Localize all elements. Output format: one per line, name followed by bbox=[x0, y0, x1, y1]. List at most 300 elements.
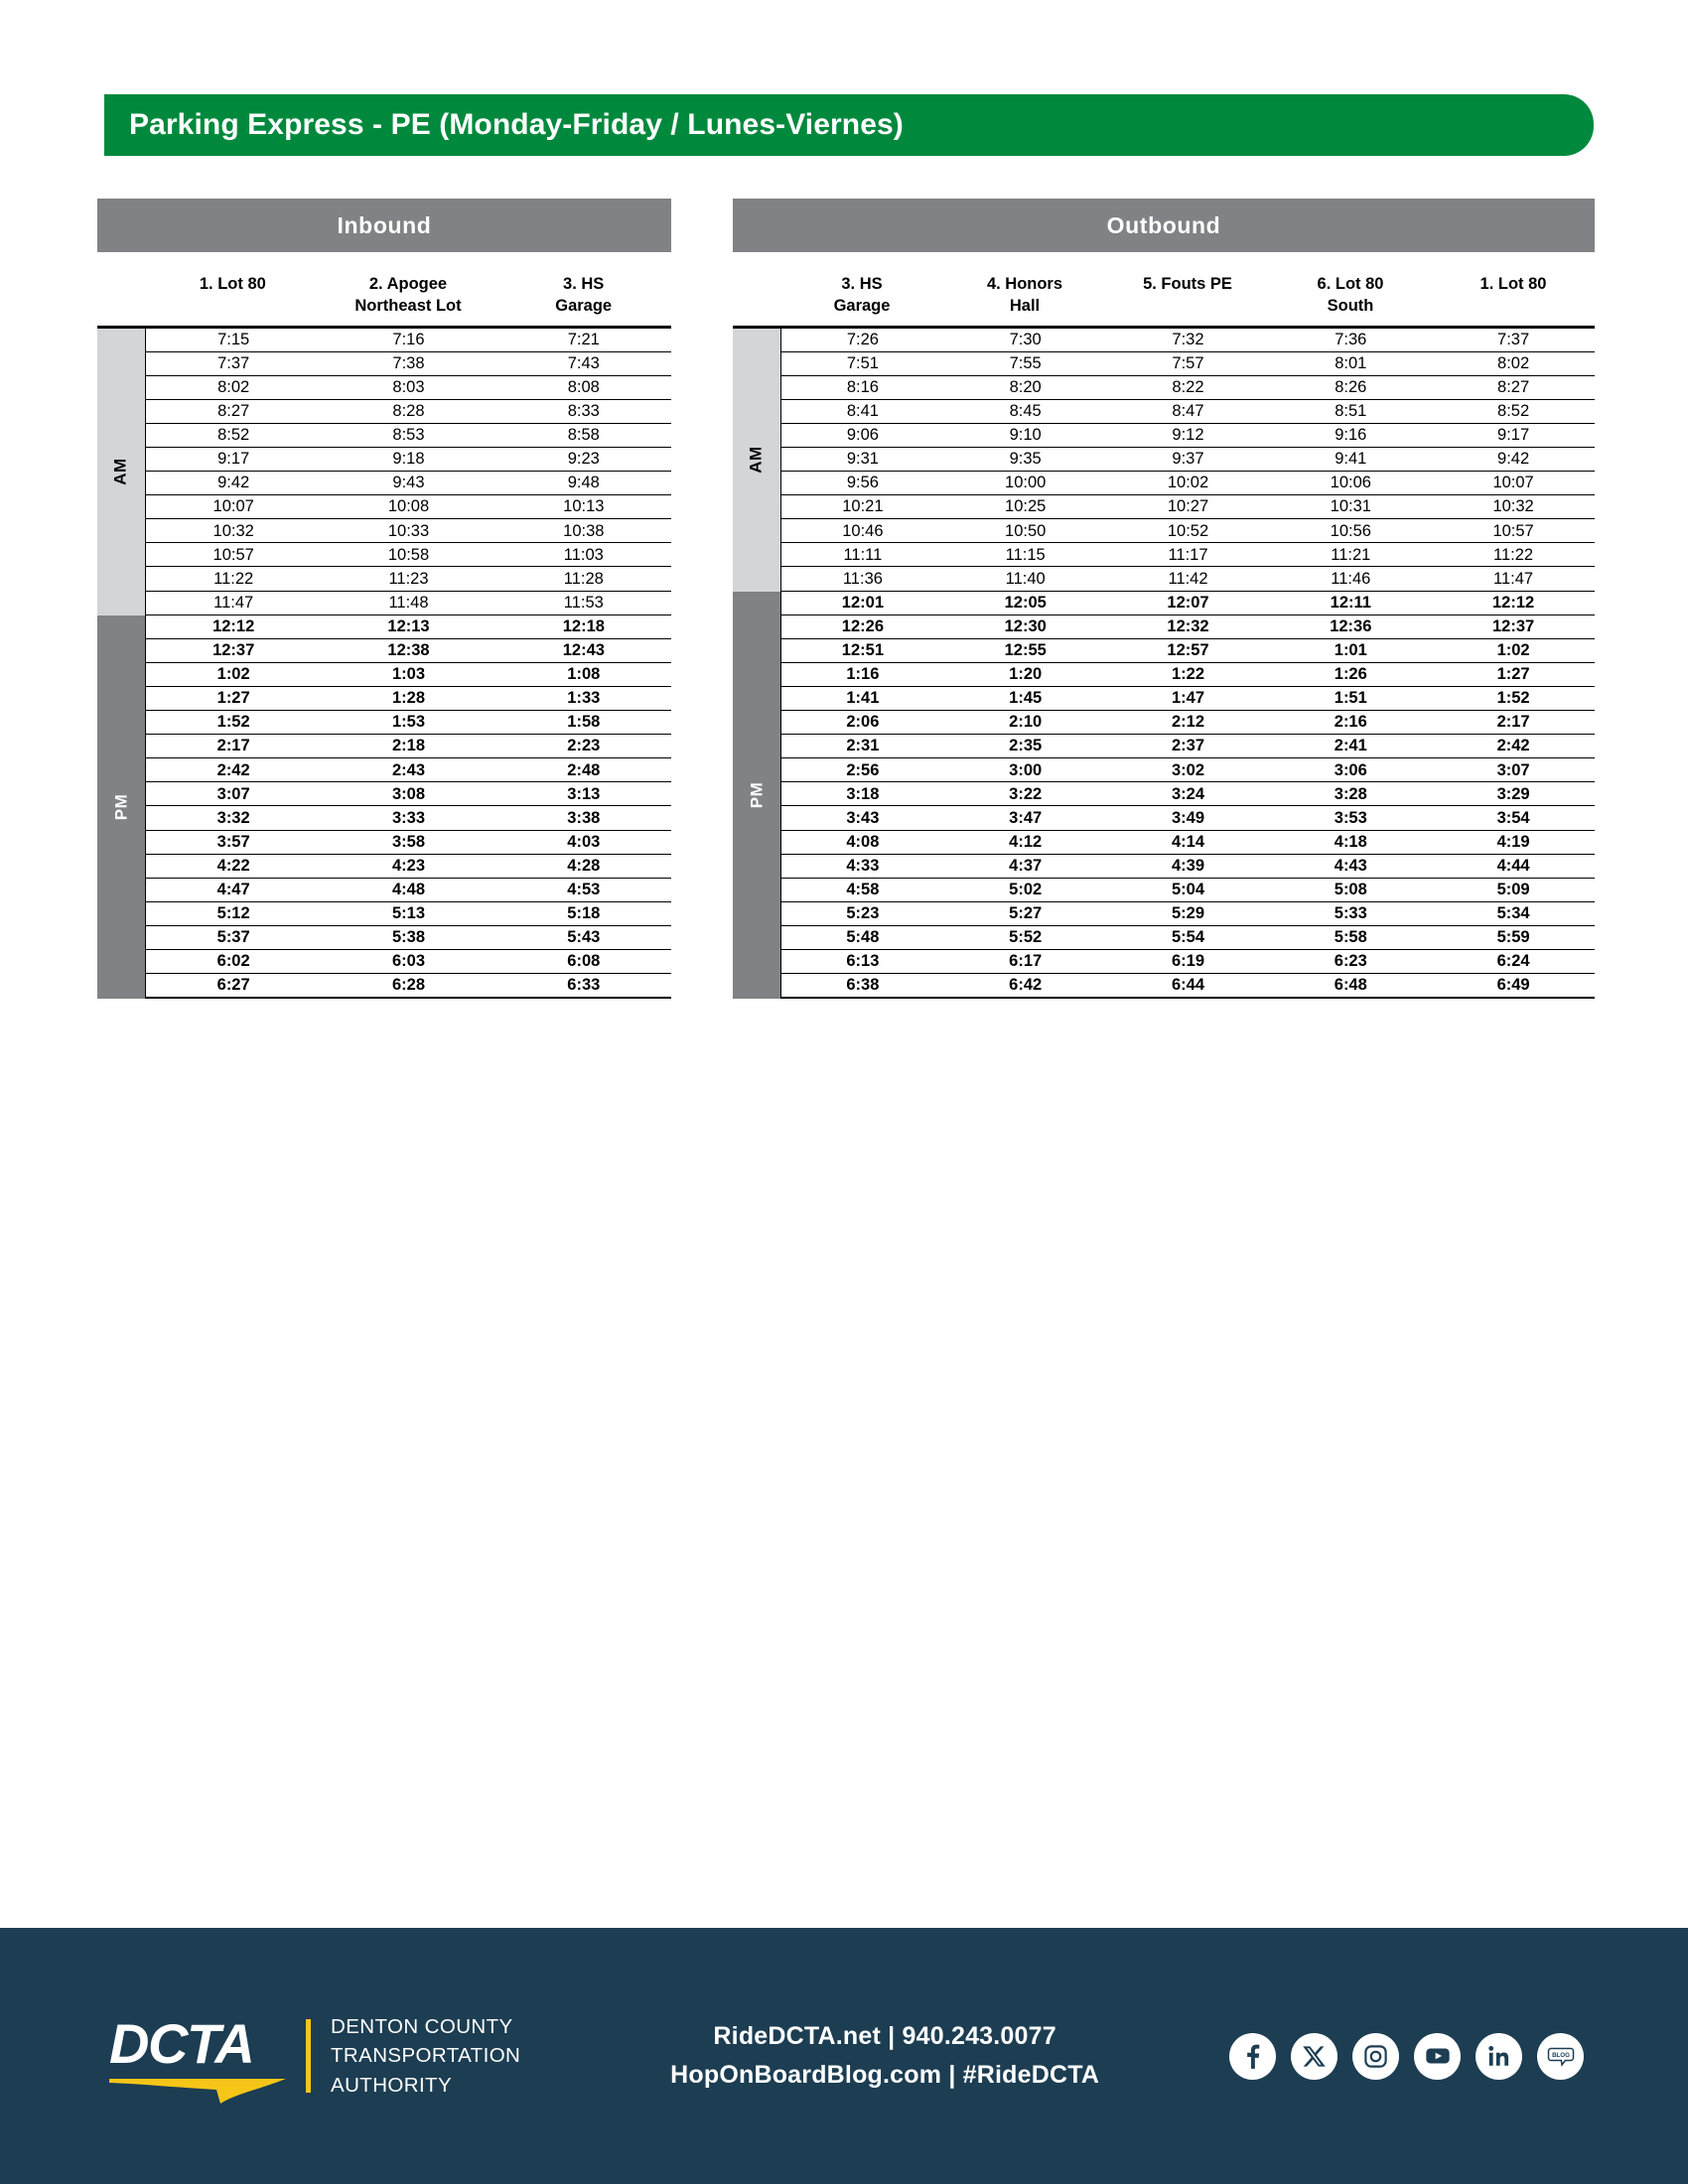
time-cell: 3:32 bbox=[216, 808, 250, 827]
time-cell: 1:27 bbox=[1496, 665, 1530, 684]
time-cell: 2:17 bbox=[216, 737, 250, 755]
table-row bbox=[781, 472, 1595, 495]
time-cell: 4:08 bbox=[846, 832, 880, 851]
time-cell: 10:31 bbox=[1330, 497, 1371, 516]
time-cell: 3:28 bbox=[1334, 784, 1367, 803]
outbound-header-gutter bbox=[733, 274, 780, 318]
time-cell: 5:29 bbox=[1171, 904, 1204, 923]
time-cell: 11:28 bbox=[563, 569, 604, 588]
table-row bbox=[146, 639, 671, 663]
time-cell: 8:16 bbox=[846, 378, 879, 397]
time-cell: 12:18 bbox=[562, 616, 605, 635]
time-cell: 8:20 bbox=[1009, 378, 1042, 397]
time-cell: 7:37 bbox=[1497, 330, 1530, 348]
time-cell: 8:28 bbox=[392, 402, 425, 421]
outbound-grid bbox=[733, 326, 1595, 1000]
time-cell: 9:48 bbox=[567, 474, 600, 492]
outbound-period-gutter bbox=[733, 329, 780, 1000]
time-cell: 5:48 bbox=[846, 928, 880, 947]
time-cell: 1:08 bbox=[567, 665, 601, 684]
table-row bbox=[781, 567, 1595, 591]
inbound-am-gutter bbox=[97, 329, 145, 615]
time-cell: 8:27 bbox=[217, 402, 250, 421]
dcta-logo-mark bbox=[109, 2010, 290, 2102]
time-cell: 8:52 bbox=[217, 426, 250, 445]
time-cell: 4:53 bbox=[567, 880, 601, 898]
time-cell: 5:38 bbox=[391, 928, 425, 947]
dcta-logo-wordmark: DCTA bbox=[109, 2012, 254, 2075]
time-cell: 7:55 bbox=[1009, 353, 1042, 372]
time-cell: 10:32 bbox=[1492, 497, 1534, 516]
time-cell: 6:49 bbox=[1496, 976, 1530, 995]
time-cell: 8:47 bbox=[1172, 402, 1204, 421]
table-row bbox=[781, 879, 1595, 902]
time-cell: 11:23 bbox=[388, 569, 429, 588]
time-cell: 5:33 bbox=[1334, 904, 1367, 923]
time-cell: 7:43 bbox=[567, 353, 600, 372]
time-cell: 7:21 bbox=[567, 330, 600, 348]
time-cell: 5:52 bbox=[1009, 928, 1043, 947]
time-cell: 3:07 bbox=[1496, 760, 1530, 779]
time-cell: 3:24 bbox=[1171, 784, 1204, 803]
time-cell: 6:28 bbox=[391, 976, 425, 995]
time-cell: 4:47 bbox=[216, 880, 250, 898]
time-cell: 11:47 bbox=[213, 593, 254, 612]
time-cell: 7:16 bbox=[392, 330, 425, 348]
time-cell: 5:59 bbox=[1496, 928, 1530, 947]
table-row bbox=[781, 543, 1595, 567]
time-cell: 5:34 bbox=[1496, 904, 1530, 923]
time-cell: 9:18 bbox=[392, 450, 425, 469]
time-cell: 4:18 bbox=[1334, 832, 1367, 851]
table-row bbox=[146, 663, 671, 687]
time-cell: 8:02 bbox=[1497, 353, 1530, 372]
time-cell: 9:35 bbox=[1009, 450, 1042, 469]
blog-icon[interactable] bbox=[1537, 2033, 1584, 2080]
time-cell: 11:03 bbox=[563, 545, 604, 564]
facebook-icon[interactable] bbox=[1229, 2033, 1276, 2080]
inbound-direction-label: Inbound bbox=[337, 211, 432, 238]
table-row bbox=[146, 855, 671, 879]
time-cell: 11:22 bbox=[213, 569, 254, 588]
inbound-header-gutter bbox=[97, 274, 145, 318]
time-cell: 6:17 bbox=[1009, 952, 1043, 971]
time-cell: 12:05 bbox=[1004, 593, 1047, 612]
time-cell: 12:30 bbox=[1004, 616, 1047, 635]
table-row bbox=[781, 758, 1595, 782]
time-cell: 11:21 bbox=[1331, 545, 1371, 564]
outbound-col-head-1: 3. HS Garage bbox=[833, 275, 891, 315]
time-cell: 2:35 bbox=[1009, 737, 1043, 755]
time-cell: 10:56 bbox=[1330, 521, 1371, 540]
outbound-col-head-5: 1. Lot 80 bbox=[1479, 275, 1547, 293]
time-cell: 1:52 bbox=[216, 713, 250, 732]
youtube-icon[interactable] bbox=[1414, 2033, 1461, 2080]
time-cell: 12:26 bbox=[841, 616, 884, 635]
time-cell: 10:13 bbox=[563, 497, 605, 516]
time-cell: 6:03 bbox=[391, 952, 425, 971]
table-row bbox=[146, 806, 671, 830]
table-row bbox=[781, 831, 1595, 855]
table-row bbox=[146, 329, 671, 352]
time-cell: 12:37 bbox=[212, 641, 255, 660]
table-row bbox=[146, 495, 671, 519]
time-cell: 5:08 bbox=[1334, 880, 1367, 898]
time-cell: 1:52 bbox=[1496, 689, 1530, 708]
instagram-icon[interactable] bbox=[1352, 2033, 1399, 2080]
time-cell: 3:47 bbox=[1009, 808, 1043, 827]
table-row bbox=[146, 950, 671, 974]
time-cell: 2:06 bbox=[846, 713, 880, 732]
time-cell: 12:38 bbox=[387, 641, 430, 660]
time-cell: 10:06 bbox=[1330, 474, 1371, 492]
time-cell: 1:47 bbox=[1171, 689, 1204, 708]
time-cell: 12:11 bbox=[1330, 593, 1371, 612]
outbound-direction-bar bbox=[733, 199, 1595, 252]
time-cell: 1:27 bbox=[216, 689, 250, 708]
time-cell: 2:23 bbox=[567, 737, 601, 755]
time-cell: 7:32 bbox=[1172, 330, 1204, 348]
inbound-direction-bar bbox=[97, 199, 671, 252]
time-cell: 1:02 bbox=[216, 665, 250, 684]
page-footer bbox=[0, 1928, 1688, 2184]
time-cell: 4:39 bbox=[1171, 856, 1204, 875]
time-cell: 5:13 bbox=[391, 904, 425, 923]
time-cell: 5:58 bbox=[1334, 928, 1367, 947]
inbound-col-head-3: 3. HS Garage bbox=[555, 275, 613, 315]
x-twitter-icon[interactable] bbox=[1291, 2033, 1337, 2080]
time-cell: 3:57 bbox=[216, 832, 250, 851]
dcta-logo bbox=[109, 2010, 520, 2102]
time-cell: 3:29 bbox=[1496, 784, 1530, 803]
table-row bbox=[146, 472, 671, 495]
time-cell: 9:56 bbox=[846, 474, 879, 492]
time-cell: 9:37 bbox=[1172, 450, 1204, 469]
page-title: Parking Express - PE (Monday-Friday / Lunes-Viernes) bbox=[129, 108, 904, 141]
table-row bbox=[781, 735, 1595, 758]
outbound-column-headers bbox=[733, 252, 1595, 326]
time-cell: 11:46 bbox=[1331, 569, 1371, 588]
time-cell: 12:13 bbox=[387, 616, 430, 635]
time-cell: 6:13 bbox=[846, 952, 880, 971]
outbound-am-label: AM bbox=[746, 446, 766, 474]
time-cell: 12:07 bbox=[1167, 593, 1209, 612]
time-cell: 2:41 bbox=[1334, 737, 1367, 755]
inbound-pm-gutter bbox=[97, 615, 145, 1000]
time-cell: 1:26 bbox=[1334, 665, 1367, 684]
table-row bbox=[146, 687, 671, 711]
time-cell: 6:42 bbox=[1009, 976, 1043, 995]
time-cell: 1:02 bbox=[1496, 641, 1530, 660]
time-cell: 2:18 bbox=[391, 737, 425, 755]
inbound-am-label: AM bbox=[110, 458, 130, 485]
time-cell: 7:57 bbox=[1172, 353, 1204, 372]
table-row bbox=[781, 376, 1595, 400]
table-row bbox=[781, 352, 1595, 376]
time-cell: 2:48 bbox=[567, 760, 601, 779]
table-row bbox=[781, 424, 1595, 448]
time-cell: 1:33 bbox=[567, 689, 601, 708]
outbound-rows bbox=[780, 329, 1595, 1000]
time-cell: 4:22 bbox=[216, 856, 250, 875]
table-row bbox=[781, 639, 1595, 663]
time-cell: 11:22 bbox=[1493, 545, 1534, 564]
time-cell: 10:52 bbox=[1167, 521, 1209, 540]
time-cell: 9:12 bbox=[1172, 426, 1204, 445]
time-cell: 10:27 bbox=[1167, 497, 1209, 516]
time-cell: 8:45 bbox=[1009, 402, 1042, 421]
social-links bbox=[1229, 2033, 1584, 2080]
time-cell: 5:43 bbox=[567, 928, 601, 947]
inbound-col-head-1: 1. Lot 80 bbox=[199, 275, 266, 293]
table-row bbox=[146, 758, 671, 782]
time-cell: 2:42 bbox=[216, 760, 250, 779]
dcta-logo-text bbox=[331, 2012, 520, 2099]
contact-line-website-phone[interactable]: RideDCTA.net | 940.243.0077 bbox=[713, 2022, 1056, 2051]
time-cell: 5:04 bbox=[1171, 880, 1204, 898]
time-cell: 8:03 bbox=[392, 378, 425, 397]
time-cell: 5:18 bbox=[567, 904, 601, 923]
time-cell: 9:41 bbox=[1335, 450, 1367, 469]
time-cell: 3:49 bbox=[1171, 808, 1204, 827]
table-row bbox=[146, 902, 671, 926]
time-cell: 6:24 bbox=[1496, 952, 1530, 971]
logo-line-3: AUTHORITY bbox=[331, 2073, 453, 2097]
time-cell: 1:16 bbox=[846, 665, 880, 684]
time-cell: 6:33 bbox=[567, 976, 601, 995]
table-row bbox=[781, 711, 1595, 735]
time-cell: 8:41 bbox=[846, 402, 879, 421]
blog-icon-label: BLOG bbox=[1551, 2052, 1570, 2059]
inbound-pm-label: PM bbox=[111, 793, 130, 821]
time-cell: 9:23 bbox=[567, 450, 600, 469]
inbound-col-head-2: 2. Apogee Northeast Lot bbox=[354, 275, 462, 315]
time-cell: 4:44 bbox=[1496, 856, 1530, 875]
time-cell: 2:31 bbox=[846, 737, 880, 755]
table-row bbox=[146, 615, 671, 639]
time-cell: 6:02 bbox=[216, 952, 250, 971]
time-cell: 4:43 bbox=[1334, 856, 1367, 875]
time-cell: 8:26 bbox=[1335, 378, 1367, 397]
time-cell: 9:06 bbox=[846, 426, 879, 445]
table-row bbox=[146, 376, 671, 400]
time-cell: 3:02 bbox=[1171, 760, 1204, 779]
table-row bbox=[146, 831, 671, 855]
table-row bbox=[781, 902, 1595, 926]
inbound-grid bbox=[97, 326, 671, 1000]
time-cell: 4:14 bbox=[1171, 832, 1204, 851]
time-cell: 11:36 bbox=[842, 569, 883, 588]
time-cell: 4:28 bbox=[567, 856, 601, 875]
time-cell: 11:11 bbox=[843, 545, 883, 564]
outbound-pm-gutter bbox=[733, 592, 780, 1000]
time-cell: 11:48 bbox=[388, 593, 429, 612]
time-cell: 10:25 bbox=[1005, 497, 1047, 516]
time-cell: 10:32 bbox=[212, 521, 254, 540]
time-cell: 11:15 bbox=[1005, 545, 1046, 564]
time-cell: 10:46 bbox=[842, 521, 884, 540]
time-cell: 4:19 bbox=[1496, 832, 1530, 851]
time-cell: 3:22 bbox=[1009, 784, 1043, 803]
time-cell: 6:08 bbox=[567, 952, 601, 971]
time-cell: 12:55 bbox=[1004, 641, 1047, 660]
time-cell: 10:50 bbox=[1005, 521, 1047, 540]
table-row bbox=[146, 543, 671, 567]
time-cell: 1:22 bbox=[1171, 665, 1204, 684]
time-cell: 2:37 bbox=[1171, 737, 1204, 755]
time-cell: 6:48 bbox=[1334, 976, 1367, 995]
time-cell: 3:13 bbox=[567, 784, 601, 803]
table-row bbox=[781, 855, 1595, 879]
time-cell: 10:57 bbox=[212, 545, 254, 564]
time-cell: 4:33 bbox=[846, 856, 880, 875]
time-cell: 2:10 bbox=[1009, 713, 1043, 732]
time-cell: 3:07 bbox=[216, 784, 250, 803]
time-cell: 5:02 bbox=[1009, 880, 1043, 898]
time-cell: 3:38 bbox=[567, 808, 601, 827]
time-cell: 11:17 bbox=[1168, 545, 1208, 564]
time-cell: 2:17 bbox=[1496, 713, 1530, 732]
time-cell: 6:23 bbox=[1334, 952, 1367, 971]
time-cell: 8:27 bbox=[1497, 378, 1530, 397]
table-row bbox=[146, 782, 671, 806]
time-cell: 12:51 bbox=[841, 641, 884, 660]
page-title-bar bbox=[104, 94, 1594, 156]
contact-line-blog-hashtag[interactable]: HopOnBoardBlog.com | #RideDCTA bbox=[670, 2061, 1100, 2089]
footer-contact bbox=[540, 2017, 1229, 2095]
time-cell: 8:33 bbox=[567, 402, 600, 421]
time-cell: 10:00 bbox=[1005, 474, 1047, 492]
time-cell: 1:58 bbox=[567, 713, 601, 732]
time-cell: 6:19 bbox=[1171, 952, 1204, 971]
time-cell: 7:51 bbox=[846, 353, 879, 372]
table-row bbox=[146, 926, 671, 950]
table-row bbox=[781, 806, 1595, 830]
time-cell: 1:20 bbox=[1009, 665, 1043, 684]
table-row bbox=[146, 519, 671, 543]
time-cell: 9:42 bbox=[217, 474, 250, 492]
time-cell: 5:23 bbox=[846, 904, 880, 923]
time-cell: 9:42 bbox=[1497, 450, 1530, 469]
time-cell: 3:53 bbox=[1334, 808, 1367, 827]
table-row bbox=[781, 974, 1595, 999]
time-cell: 3:43 bbox=[846, 808, 880, 827]
time-cell: 1:03 bbox=[391, 665, 425, 684]
inbound-rows bbox=[145, 329, 671, 1000]
time-cell: 5:37 bbox=[216, 928, 250, 947]
time-cell: 10:08 bbox=[387, 497, 430, 516]
time-cell: 7:26 bbox=[846, 330, 879, 348]
time-cell: 12:37 bbox=[1491, 616, 1535, 635]
table-row bbox=[781, 329, 1595, 352]
outbound-col-head-2: 4. Honors Hall bbox=[986, 275, 1063, 315]
table-row bbox=[146, 735, 671, 758]
schedule-tables bbox=[97, 199, 1597, 999]
time-cell: 6:38 bbox=[846, 976, 880, 995]
table-row bbox=[781, 950, 1595, 974]
time-cell: 4:23 bbox=[391, 856, 425, 875]
table-row bbox=[146, 448, 671, 472]
table-row bbox=[781, 592, 1595, 615]
table-row bbox=[146, 711, 671, 735]
time-cell: 3:00 bbox=[1009, 760, 1043, 779]
inbound-period-gutter bbox=[97, 329, 145, 1000]
time-cell: 10:07 bbox=[212, 497, 254, 516]
table-row bbox=[781, 782, 1595, 806]
time-cell: 11:40 bbox=[1005, 569, 1046, 588]
time-cell: 5:12 bbox=[216, 904, 250, 923]
time-cell: 10:07 bbox=[1492, 474, 1534, 492]
time-cell: 1:51 bbox=[1334, 689, 1367, 708]
time-cell: 11:47 bbox=[1493, 569, 1534, 588]
table-row bbox=[146, 424, 671, 448]
time-cell: 4:37 bbox=[1009, 856, 1043, 875]
time-cell: 7:30 bbox=[1009, 330, 1042, 348]
table-row bbox=[781, 519, 1595, 543]
time-cell: 9:16 bbox=[1335, 426, 1367, 445]
time-cell: 1:45 bbox=[1009, 689, 1043, 708]
time-cell: 8:52 bbox=[1497, 402, 1530, 421]
time-cell: 8:02 bbox=[217, 378, 250, 397]
time-cell: 5:54 bbox=[1171, 928, 1204, 947]
time-cell: 11:42 bbox=[1168, 569, 1208, 588]
outbound-am-gutter bbox=[733, 329, 780, 592]
table-row bbox=[146, 567, 671, 591]
outbound-schedule bbox=[733, 199, 1595, 999]
time-cell: 10:33 bbox=[387, 521, 430, 540]
table-row bbox=[781, 926, 1595, 950]
time-cell: 10:58 bbox=[387, 545, 430, 564]
time-cell: 6:44 bbox=[1171, 976, 1204, 995]
time-cell: 4:48 bbox=[391, 880, 425, 898]
time-cell: 8:53 bbox=[392, 426, 425, 445]
table-row bbox=[781, 400, 1595, 424]
time-cell: 3:54 bbox=[1496, 808, 1530, 827]
time-cell: 11:53 bbox=[563, 593, 604, 612]
dcta-swoosh-icon bbox=[109, 2076, 290, 2104]
time-cell: 3:08 bbox=[391, 784, 425, 803]
time-cell: 2:12 bbox=[1171, 713, 1204, 732]
time-cell: 10:21 bbox=[842, 497, 884, 516]
time-cell: 1:41 bbox=[846, 689, 880, 708]
time-cell: 8:58 bbox=[567, 426, 600, 445]
inbound-schedule bbox=[97, 199, 671, 999]
time-cell: 2:42 bbox=[1496, 737, 1530, 755]
outbound-direction-label: Outbound bbox=[1106, 211, 1221, 238]
time-cell: 8:01 bbox=[1335, 353, 1367, 372]
time-cell: 10:02 bbox=[1167, 474, 1209, 492]
outbound-col-head-4: 6. Lot 80 South bbox=[1317, 275, 1384, 315]
time-cell: 3:06 bbox=[1334, 760, 1367, 779]
inbound-column-headers bbox=[97, 252, 671, 326]
time-cell: 9:17 bbox=[1497, 426, 1530, 445]
time-cell: 7:36 bbox=[1335, 330, 1367, 348]
linkedin-icon[interactable] bbox=[1476, 2033, 1522, 2080]
time-cell: 4:58 bbox=[846, 880, 880, 898]
time-cell: 7:15 bbox=[217, 330, 250, 348]
time-cell: 2:16 bbox=[1334, 713, 1367, 732]
time-cell: 12:32 bbox=[1167, 616, 1209, 635]
time-cell: 2:43 bbox=[391, 760, 425, 779]
time-cell: 2:56 bbox=[846, 760, 880, 779]
table-row bbox=[146, 974, 671, 999]
time-cell: 12:01 bbox=[841, 593, 884, 612]
logo-line-2: TRANSPORTATION bbox=[331, 2044, 521, 2068]
time-cell: 10:57 bbox=[1492, 521, 1534, 540]
time-cell: 3:58 bbox=[391, 832, 425, 851]
time-cell: 1:01 bbox=[1334, 641, 1367, 660]
time-cell: 8:51 bbox=[1335, 402, 1367, 421]
